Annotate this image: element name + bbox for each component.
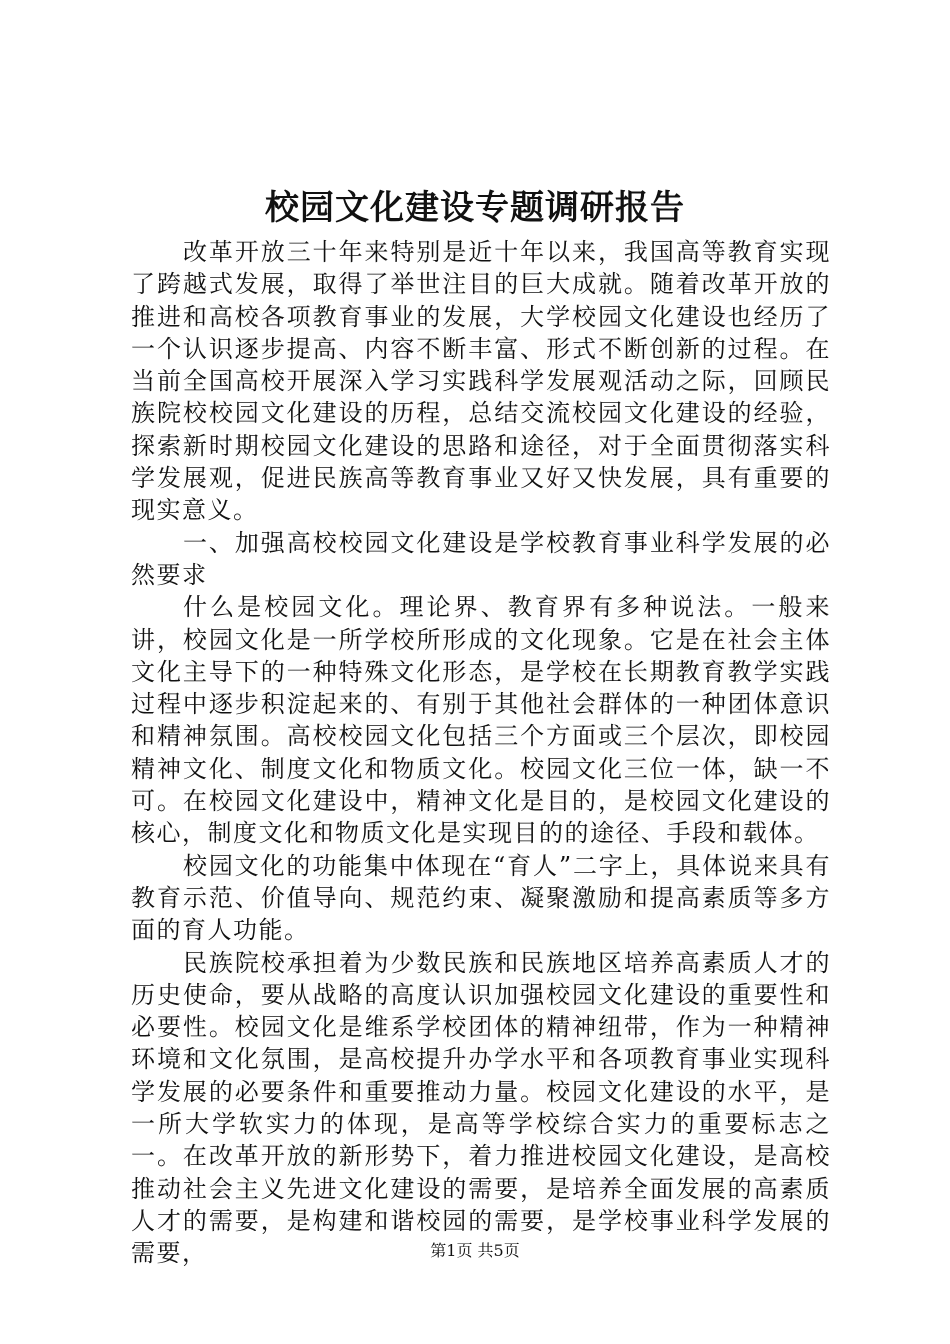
page-footer: 第1页 共5页 [430, 1241, 520, 1260]
paragraph-definition: 什么是校园文化。理论界、教育界有多种说法。一般来讲，校园文化是一所学校所形成的文化现象。它是在社会主体文化主导下的一种特殊文化形态，是学校在长期教育教学实践过程中逐步积淀起来的、有别于其他社会群体的一种团体意识和精神氛围。高校校园文化包括三个方面或三个层次，即校园精神文化、制度文化和物质文化。校园文化三位一体，缺一不可。在校园文化建设中，精神文化是目的，是校园文化建设的核心，制度文化和物质文化是实现目的的途径、手段和载体。 [131, 593, 831, 848]
document-body [131, 236, 831, 1270]
paragraph-intro: 改革开放三十年来特别是近十年以来，我国高等教育实现了跨越式发展，取得了举世注目的巨大成就。随着改革开放的推进和高校各项教育事业的发展，大学校园文化建设也经历了一个认识逐步提高、内容不断丰富、形式不断创新的过程。在当前全国高校开展深入学习实践科学发展观活动之际，回顾民族院校校园文化建设的历程，总结交流校园文化建设的经验，探索新时期校园文化建设的思路和途径，对于全面贯彻落实科学发展观，促进民族高等教育事业又好又快发展，具有重要的现实意义。 [131, 238, 831, 525]
paragraph-function: 校园文化的功能集中体现在“育人”二字上，具体说来具有教育示范、价值导向、规范约束、凝聚激励和提高素质等多方面的育人功能。 [131, 851, 831, 945]
paragraph-mission: 民族院校承担着为少数民族和民族地区培养高素质人才的历史使命，要从战略的高度认识加强校园文化建设的重要性和必要性。校园文化是维系学校团体的精神纽带，作为一种精神环境和文化氛围，是高校提升办学水平和各项教育事业实现科学发展的必要条件和重要推动力量。校园文化建设的水平，是一所大学软实力的体现，是高等学校综合实力的重要标志之一。在改革开放的新形势下，着力推进校园文化建设，是高校推动社会主义先进文化建设的需要，是培养全面发展的高素质人才的需要，是构建和谐校园的需要，是学校事业科学发展的需要， [131, 948, 831, 1268]
section-heading-1: 一、加强高校校园文化建设是学校教育事业科学发展的必然要求 [131, 528, 831, 589]
document-title: 校园文化建设专题调研报告 [265, 188, 685, 228]
